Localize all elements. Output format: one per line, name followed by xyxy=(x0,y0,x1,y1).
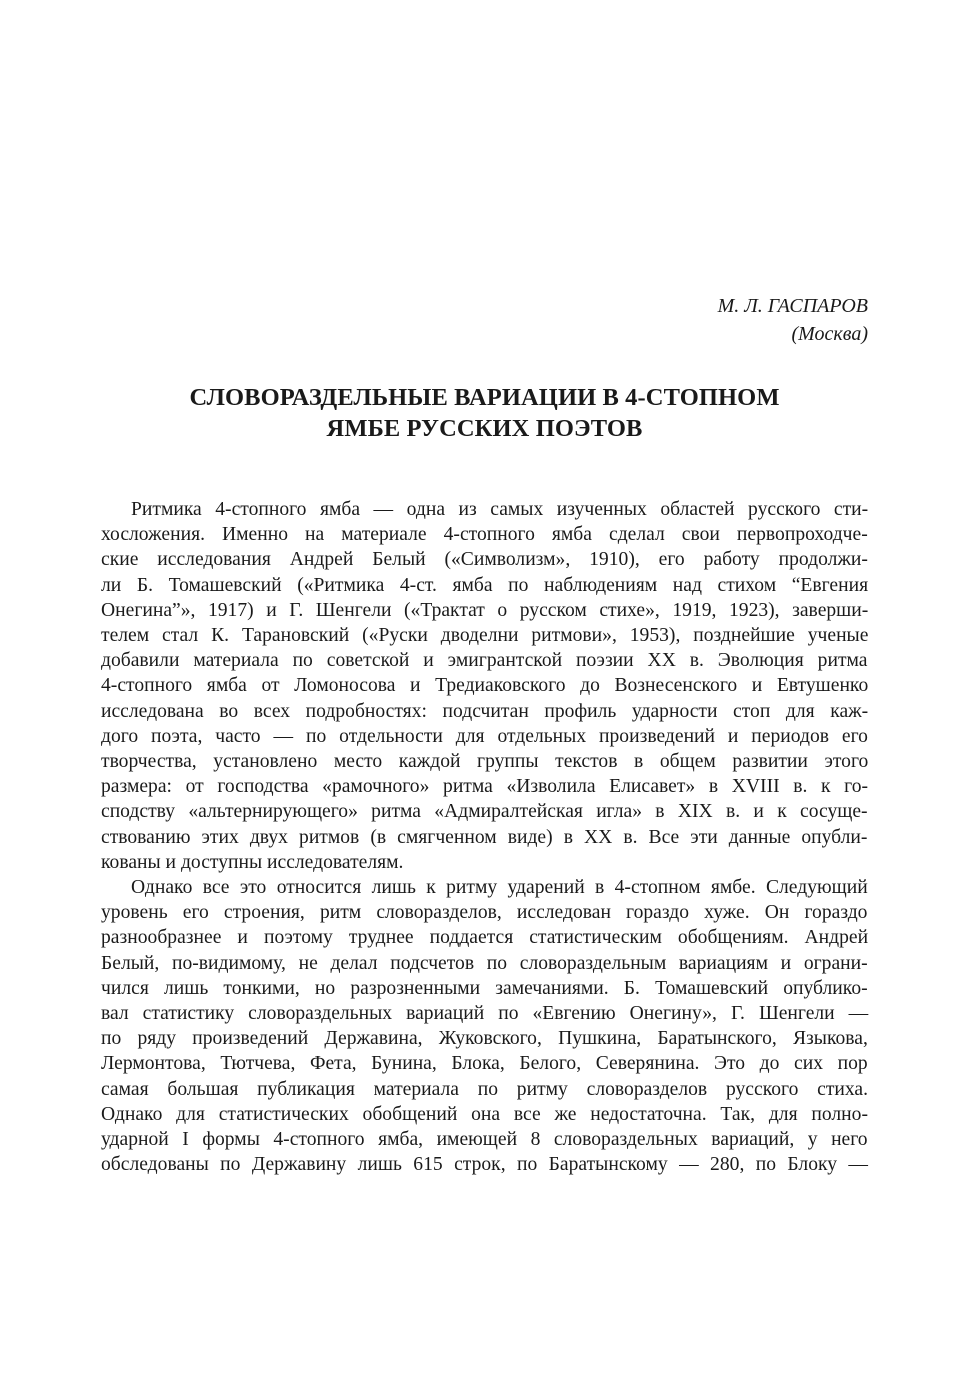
text-line: по ряду произведений Державина, Жуковского, Пушкина, Баратынского, Языкова, xyxy=(101,1028,868,1050)
title-line-1: СЛОВОРАЗДЕЛЬНЫЕ ВАРИАЦИИ В 4-СТОПНОМ xyxy=(189,384,780,411)
text-line: творчества, установлено место каждой группы текстов в общем развитии этого xyxy=(101,751,869,773)
text-line: размера: от господства «рамочного» ритма «Изволила Елисавет» в XVIII в. к го- xyxy=(101,776,869,798)
text-line: исследована во всех подробностях: подсчитан профиль ударности стоп для каж- xyxy=(101,700,869,722)
text-line: Ритмика 4-стопного ямба — одна из самых изученных областей русского сти- xyxy=(131,499,869,520)
text-line: дого поэта, часто — по отдельности для отдельных произведений и периодов его xyxy=(101,725,868,747)
text-line: ствованию этих двух ритмов (в смягченном виде) в XX в. Все эти данные опубли- xyxy=(101,826,868,848)
author-city: (Москва) xyxy=(791,323,868,345)
text-line: добавили материала по советской и эмигрантской поэзии XX в. Эволюция ритма xyxy=(101,650,868,672)
article-body xyxy=(101,497,868,1177)
article-title xyxy=(100,382,869,444)
text-line: Однако все это относится лишь к ритму ударений в 4-стопном ямбе. Следующий xyxy=(131,877,868,899)
text-line: чился лишь тонкими, но разрозненными замечаниями. Б. Томашевский опублико- xyxy=(101,977,868,999)
text-line: ли Б. Томашевский («Ритмика 4-ст. ямба по наблюдениям над стихом “Евгения xyxy=(101,574,869,596)
text-line: ские исследования Андрей Белый («Символизм», 1910), его работу продолжи- xyxy=(101,549,868,571)
title-line-2: ЯМБЕ РУССКИХ ПОЭТОВ xyxy=(326,415,643,442)
text-line: ударной I формы 4-стопного ямба, имеющей 8 словораздельных вариаций, у него xyxy=(101,1129,868,1151)
text-line: 4-стопного ямба от Ломоносова и Тредиаковского до Вознесенского и Евтушенко xyxy=(101,675,869,697)
text-line: Онегина”», 1917) и Г. Шенгели («Трактат о русском стихе», 1919, 1923), заверши- xyxy=(101,599,869,621)
text-line: Лермонтова, Тютчева, Фета, Бунина, Блока, Белого, Северянина. Это до сих пор xyxy=(101,1053,868,1075)
text-line: Белый, по-видимому, не делал подсчетов по словораздельным вариациям и ограни- xyxy=(101,952,868,974)
text-line: кованы и доступны исследователям. xyxy=(101,851,404,873)
paragraph-2 xyxy=(101,875,868,1177)
author-block xyxy=(718,292,868,348)
text-line: уровень его строения, ритм словоразделов, исследован гораздо хуже. Он гораздо xyxy=(101,902,868,924)
text-line: обследованы по Державину лишь 615 строк, по Баратынскому — 280, по Блоку — xyxy=(101,1154,869,1176)
text-line: телем стал К. Тарановский («Руски дводелни ритмови», 1953), позднейшие ученые xyxy=(101,625,869,647)
text-line: Однако для статистических обобщений она все же недостаточна. Так, для полно- xyxy=(101,1103,868,1125)
author-name: М. Л. ГАСПАРОВ xyxy=(717,295,868,317)
text-line: хосложения. Именно на материале 4-стопного ямба сделал свои первопроходче- xyxy=(101,524,868,546)
text-line: вал статистику словораздельных вариаций по «Евгению Онегину», Г. Шенгели — xyxy=(101,1003,869,1025)
paragraph-1 xyxy=(101,497,868,875)
text-line: самая большая публикация материала по ритму словоразделов русского стиха. xyxy=(101,1078,869,1100)
text-line: сподству «альтернирующего» ритма «Адмиралтейская игла» в XIX в. и к сосуще- xyxy=(101,801,868,823)
text-line: разнообразнее и поэтому труднее поддается статистическим обобщениям. Андрей xyxy=(101,927,869,949)
